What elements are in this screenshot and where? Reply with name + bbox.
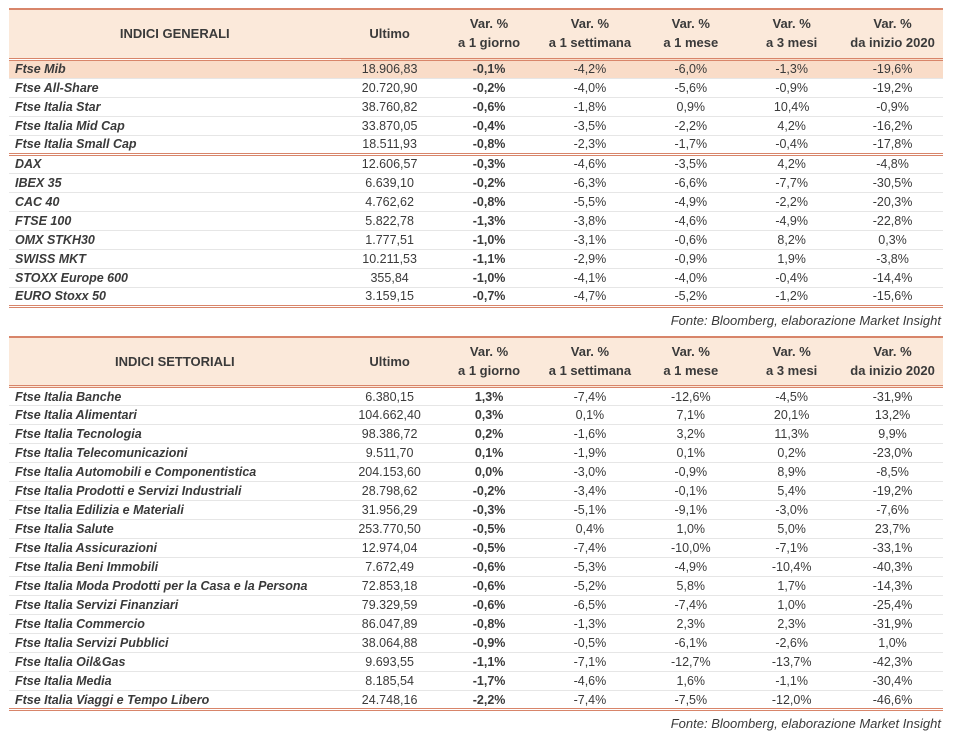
var-value: -2,3% bbox=[540, 135, 641, 154]
ultimo-value: 24.748,16 bbox=[341, 691, 439, 710]
index-name: Ftse Italia Telecomunicazioni bbox=[9, 444, 341, 463]
var-value: 4,2% bbox=[741, 116, 842, 135]
var-value: -2,2% bbox=[439, 691, 540, 710]
ultimo-value: 38.760,82 bbox=[341, 97, 439, 116]
table-row bbox=[9, 230, 943, 249]
var-value: -7,1% bbox=[540, 653, 641, 672]
var-value: 1,0% bbox=[640, 520, 741, 539]
var-value: 11,3% bbox=[741, 425, 842, 444]
table-row bbox=[9, 192, 943, 211]
table-row bbox=[9, 287, 943, 306]
var-value: -3,8% bbox=[540, 211, 641, 230]
var-value: -0,3% bbox=[439, 501, 540, 520]
var-value: 9,9% bbox=[842, 425, 943, 444]
var-value: -2,2% bbox=[741, 192, 842, 211]
var-value: -0,9% bbox=[640, 249, 741, 268]
var-value: -4,2% bbox=[540, 59, 641, 78]
var-value: -33,1% bbox=[842, 539, 943, 558]
var-value: -4,5% bbox=[741, 387, 842, 406]
var-value: 2,3% bbox=[640, 615, 741, 634]
col-header-var-month bbox=[640, 9, 741, 59]
var-value: -16,2% bbox=[842, 116, 943, 135]
ultimo-value: 12.974,04 bbox=[341, 539, 439, 558]
var-value: -7,1% bbox=[741, 539, 842, 558]
var-value: 0,1% bbox=[640, 444, 741, 463]
var-value: 10,4% bbox=[741, 97, 842, 116]
table-row bbox=[9, 268, 943, 287]
var-value: -9,1% bbox=[640, 501, 741, 520]
var-value: -20,3% bbox=[842, 192, 943, 211]
index-name: Ftse Italia Assicurazioni bbox=[9, 539, 341, 558]
var-label: Var. % bbox=[873, 343, 912, 359]
ultimo-value: 10.211,53 bbox=[341, 249, 439, 268]
col-header-var-week bbox=[540, 337, 641, 387]
col-header-var-3months bbox=[741, 337, 842, 387]
var-value: -2,2% bbox=[640, 116, 741, 135]
var-value: -5,6% bbox=[640, 78, 741, 97]
var-value: -3,5% bbox=[540, 116, 641, 135]
table-row bbox=[9, 425, 943, 444]
ultimo-value: 18.906,83 bbox=[341, 59, 439, 78]
index-name: DAX bbox=[9, 154, 341, 173]
table-row bbox=[9, 672, 943, 691]
var-value: 0,2% bbox=[741, 444, 842, 463]
var-value: 0,2% bbox=[439, 425, 540, 444]
indici-settoriali-table bbox=[9, 336, 943, 712]
table-row bbox=[9, 520, 943, 539]
var-period: da inizio 2020 bbox=[850, 34, 935, 50]
index-name: Ftse Italia Media bbox=[9, 672, 341, 691]
table-header-row bbox=[9, 337, 943, 387]
var-value: -25,4% bbox=[842, 596, 943, 615]
var-value: 5,0% bbox=[741, 520, 842, 539]
var-value: 1,0% bbox=[842, 634, 943, 653]
var-value: -1,3% bbox=[741, 59, 842, 78]
var-value: -0,8% bbox=[439, 615, 540, 634]
var-value: -6,6% bbox=[640, 173, 741, 192]
var-value: -14,3% bbox=[842, 577, 943, 596]
index-name: Ftse Italia Mid Cap bbox=[9, 116, 341, 135]
index-name: Ftse Italia Prodotti e Servizi Industriali bbox=[9, 482, 341, 501]
var-value: -5,1% bbox=[540, 501, 641, 520]
ultimo-value: 104.662,40 bbox=[341, 406, 439, 425]
index-name: OMX STKH30 bbox=[9, 230, 341, 249]
index-name: Ftse Italia Salute bbox=[9, 520, 341, 539]
ultimo-value: 72.853,18 bbox=[341, 577, 439, 596]
col-header-var-ytd bbox=[842, 9, 943, 59]
table-row bbox=[9, 406, 943, 425]
table-row bbox=[9, 615, 943, 634]
var-value: 0,3% bbox=[439, 406, 540, 425]
var-value: -4,6% bbox=[540, 672, 641, 691]
ultimo-value: 18.511,93 bbox=[341, 135, 439, 154]
ultimo-value: 3.159,15 bbox=[341, 287, 439, 306]
var-value: -1,3% bbox=[540, 615, 641, 634]
index-name: Ftse Italia Servizi Pubblici bbox=[9, 634, 341, 653]
var-period: a 1 giorno bbox=[458, 34, 521, 50]
var-value: -0,8% bbox=[439, 135, 540, 154]
var-value: -0,4% bbox=[439, 116, 540, 135]
var-value: -4,0% bbox=[540, 78, 641, 97]
var-period: a 3 mesi bbox=[765, 362, 818, 378]
var-period: da inizio 2020 bbox=[850, 362, 935, 378]
table-row bbox=[9, 249, 943, 268]
var-value: 0,1% bbox=[540, 406, 641, 425]
ultimo-value: 33.870,05 bbox=[341, 116, 439, 135]
var-value: -0,3% bbox=[439, 154, 540, 173]
var-value: -31,9% bbox=[842, 615, 943, 634]
var-value: -6,5% bbox=[540, 596, 641, 615]
table-row bbox=[9, 691, 943, 710]
table-row bbox=[9, 558, 943, 577]
var-label: Var. % bbox=[570, 16, 610, 31]
ultimo-value: 8.185,54 bbox=[341, 672, 439, 691]
var-value: -1,1% bbox=[439, 653, 540, 672]
table-row bbox=[9, 116, 943, 135]
var-value: -1,6% bbox=[540, 425, 641, 444]
var-period: a 1 settimana bbox=[548, 362, 632, 378]
var-value: -7,4% bbox=[640, 596, 741, 615]
var-value: 0,1% bbox=[439, 444, 540, 463]
var-value: -1,2% bbox=[741, 287, 842, 306]
var-value: 8,9% bbox=[741, 463, 842, 482]
var-value: -5,5% bbox=[540, 192, 641, 211]
var-value: -19,2% bbox=[842, 482, 943, 501]
col-header-var-3months bbox=[741, 9, 842, 59]
index-name: Ftse Mib bbox=[9, 59, 341, 78]
var-value: -1,9% bbox=[540, 444, 641, 463]
var-value: -0,9% bbox=[640, 463, 741, 482]
var-label: Var. % bbox=[469, 343, 509, 359]
var-value: -14,4% bbox=[842, 268, 943, 287]
var-value: -4,8% bbox=[842, 154, 943, 173]
var-value: -0,2% bbox=[439, 173, 540, 192]
indici-generali-table bbox=[9, 8, 943, 308]
var-value: -3,8% bbox=[842, 249, 943, 268]
var-value: -0,4% bbox=[741, 135, 842, 154]
var-value: -5,2% bbox=[640, 287, 741, 306]
var-value: 20,1% bbox=[741, 406, 842, 425]
var-value: 23,7% bbox=[842, 520, 943, 539]
var-value: -3,4% bbox=[540, 482, 641, 501]
var-value: -12,6% bbox=[640, 387, 741, 406]
index-name: Ftse All-Share bbox=[9, 78, 341, 97]
table-title: INDICI SETTORIALI bbox=[9, 337, 341, 387]
var-value: -0,1% bbox=[439, 59, 540, 78]
var-value: -3,0% bbox=[540, 463, 641, 482]
ultimo-value: 31.956,29 bbox=[341, 501, 439, 520]
var-value: -19,2% bbox=[842, 78, 943, 97]
table-row bbox=[9, 97, 943, 116]
var-value: -0,9% bbox=[842, 97, 943, 116]
table-row bbox=[9, 444, 943, 463]
index-name: Ftse Italia Edilizia e Materiali bbox=[9, 501, 341, 520]
table-row bbox=[9, 634, 943, 653]
table-row bbox=[9, 577, 943, 596]
col-header-var-day bbox=[439, 9, 540, 59]
index-name: Ftse Italia Commercio bbox=[9, 615, 341, 634]
table-row bbox=[9, 387, 943, 406]
index-name: Ftse Italia Servizi Finanziari bbox=[9, 596, 341, 615]
index-name: Ftse Italia Alimentari bbox=[9, 406, 341, 425]
var-value: -4,1% bbox=[540, 268, 641, 287]
var-value: 4,2% bbox=[741, 154, 842, 173]
var-value: -1,8% bbox=[540, 97, 641, 116]
var-value: -0,4% bbox=[741, 268, 842, 287]
index-name: Ftse Italia Small Cap bbox=[9, 135, 341, 154]
var-value: -4,9% bbox=[640, 192, 741, 211]
var-label: Var. % bbox=[671, 16, 710, 31]
var-label: Var. % bbox=[772, 16, 811, 31]
var-value: -8,5% bbox=[842, 463, 943, 482]
table-header-row bbox=[9, 9, 943, 59]
var-value: 1,9% bbox=[741, 249, 842, 268]
var-value: 0,0% bbox=[439, 463, 540, 482]
var-value: -5,3% bbox=[540, 558, 641, 577]
var-value: -0,6% bbox=[439, 97, 540, 116]
table-row bbox=[9, 78, 943, 97]
index-name: Ftse Italia Beni Immobili bbox=[9, 558, 341, 577]
var-value: -0,2% bbox=[439, 78, 540, 97]
index-name: Ftse Italia Oil&Gas bbox=[9, 653, 341, 672]
col-header-ultimo: Ultimo bbox=[341, 9, 439, 59]
var-value: -7,4% bbox=[540, 539, 641, 558]
col-header-var-week bbox=[540, 9, 641, 59]
index-name: Ftse Italia Banche bbox=[9, 387, 341, 406]
var-label: Var. % bbox=[570, 343, 610, 359]
index-name: Ftse Italia Star bbox=[9, 97, 341, 116]
ultimo-value: 7.672,49 bbox=[341, 558, 439, 577]
var-value: 2,3% bbox=[741, 615, 842, 634]
var-value: 7,1% bbox=[640, 406, 741, 425]
var-value: -0,5% bbox=[439, 539, 540, 558]
ultimo-value: 38.064,88 bbox=[341, 634, 439, 653]
var-value: 1,0% bbox=[741, 596, 842, 615]
var-value: -0,1% bbox=[640, 482, 741, 501]
ultimo-value: 5.822,78 bbox=[341, 211, 439, 230]
var-value: -15,6% bbox=[842, 287, 943, 306]
var-value: -3,1% bbox=[540, 230, 641, 249]
var-value: -0,6% bbox=[439, 558, 540, 577]
ultimo-value: 86.047,89 bbox=[341, 615, 439, 634]
col-header-var-month bbox=[640, 337, 741, 387]
var-value: -7,4% bbox=[540, 387, 641, 406]
var-value: -6,1% bbox=[640, 634, 741, 653]
ultimo-value: 79.329,59 bbox=[341, 596, 439, 615]
var-value: -3,0% bbox=[741, 501, 842, 520]
table-row bbox=[9, 135, 943, 154]
col-header-ultimo: Ultimo bbox=[341, 337, 439, 387]
var-label: Var. % bbox=[671, 343, 710, 359]
var-value: -0,6% bbox=[640, 230, 741, 249]
ultimo-value: 28.798,62 bbox=[341, 482, 439, 501]
var-value: -4,6% bbox=[540, 154, 641, 173]
var-label: Var. % bbox=[469, 16, 509, 31]
var-value: -5,2% bbox=[540, 577, 641, 596]
var-value: -0,6% bbox=[439, 577, 540, 596]
var-value: -1,3% bbox=[439, 211, 540, 230]
var-period: a 1 mese bbox=[663, 34, 719, 50]
var-period: a 3 mesi bbox=[765, 34, 818, 50]
var-value: 0,9% bbox=[640, 97, 741, 116]
table-row bbox=[9, 596, 943, 615]
var-value: 1,3% bbox=[439, 387, 540, 406]
var-value: 1,6% bbox=[640, 672, 741, 691]
var-value: 13,2% bbox=[842, 406, 943, 425]
var-value: -0,9% bbox=[741, 78, 842, 97]
var-value: -6,3% bbox=[540, 173, 641, 192]
var-value: -10,0% bbox=[640, 539, 741, 558]
table-row bbox=[9, 463, 943, 482]
table-row bbox=[9, 482, 943, 501]
var-value: -0,8% bbox=[439, 192, 540, 211]
var-value: -4,9% bbox=[741, 211, 842, 230]
var-value: -1,1% bbox=[439, 249, 540, 268]
index-name: STOXX Europe 600 bbox=[9, 268, 341, 287]
table-row bbox=[9, 154, 943, 173]
ultimo-value: 1.777,51 bbox=[341, 230, 439, 249]
var-value: -0,5% bbox=[439, 520, 540, 539]
indici-generali-section bbox=[9, 8, 943, 336]
var-value: -4,7% bbox=[540, 287, 641, 306]
var-value: 0,4% bbox=[540, 520, 641, 539]
var-value: -1,1% bbox=[741, 672, 842, 691]
var-label: Var. % bbox=[772, 343, 811, 359]
var-value: -23,0% bbox=[842, 444, 943, 463]
var-value: -4,6% bbox=[640, 211, 741, 230]
ultimo-value: 204.153,60 bbox=[341, 463, 439, 482]
var-value: -7,7% bbox=[741, 173, 842, 192]
table-row bbox=[9, 211, 943, 230]
var-value: -6,0% bbox=[640, 59, 741, 78]
var-period: a 1 settimana bbox=[548, 34, 632, 50]
ultimo-value: 9.511,70 bbox=[341, 444, 439, 463]
var-value: -1,0% bbox=[439, 268, 540, 287]
index-name: FTSE 100 bbox=[9, 211, 341, 230]
ultimo-value: 4.762,62 bbox=[341, 192, 439, 211]
indici-settoriali-body bbox=[9, 387, 943, 710]
var-value: 0,3% bbox=[842, 230, 943, 249]
source-caption: Fonte: Bloomberg, elaborazione Market Insight bbox=[670, 716, 941, 732]
index-name: IBEX 35 bbox=[9, 173, 341, 192]
table-row bbox=[9, 501, 943, 520]
table-row bbox=[9, 173, 943, 192]
ultimo-value: 355,84 bbox=[341, 268, 439, 287]
table-row bbox=[9, 539, 943, 558]
table-row bbox=[9, 59, 943, 78]
indici-generali-body bbox=[9, 59, 943, 306]
var-value: -0,2% bbox=[439, 482, 540, 501]
ultimo-value: 253.770,50 bbox=[341, 520, 439, 539]
ultimo-value: 9.693,55 bbox=[341, 653, 439, 672]
var-value: 3,2% bbox=[640, 425, 741, 444]
var-value: -10,4% bbox=[741, 558, 842, 577]
col-header-var-day bbox=[439, 337, 540, 387]
table-row bbox=[9, 653, 943, 672]
ultimo-value: 20.720,90 bbox=[341, 78, 439, 97]
var-value: -1,0% bbox=[439, 230, 540, 249]
var-value: -17,8% bbox=[842, 135, 943, 154]
var-value: -0,6% bbox=[439, 596, 540, 615]
index-name: Ftse Italia Tecnologia bbox=[9, 425, 341, 444]
var-label: Var. % bbox=[873, 16, 912, 31]
col-header-var-ytd bbox=[842, 337, 943, 387]
index-name: SWISS MKT bbox=[9, 249, 341, 268]
var-value: -12,7% bbox=[640, 653, 741, 672]
var-period: a 1 mese bbox=[663, 362, 719, 378]
var-value: -42,3% bbox=[842, 653, 943, 672]
index-name: CAC 40 bbox=[9, 192, 341, 211]
var-value: -40,3% bbox=[842, 558, 943, 577]
ultimo-value: 12.606,57 bbox=[341, 154, 439, 173]
var-value: -12,0% bbox=[741, 691, 842, 710]
var-value: -4,0% bbox=[640, 268, 741, 287]
index-name: EURO Stoxx 50 bbox=[9, 287, 341, 306]
var-value: -4,9% bbox=[640, 558, 741, 577]
var-value: 8,2% bbox=[741, 230, 842, 249]
var-value: -3,5% bbox=[640, 154, 741, 173]
source-caption: Fonte: Bloomberg, elaborazione Market Insight bbox=[670, 312, 941, 328]
var-value: -0,9% bbox=[439, 634, 540, 653]
var-value: 1,7% bbox=[741, 577, 842, 596]
index-name: Ftse Italia Viaggi e Tempo Libero bbox=[9, 691, 341, 710]
var-value: -19,6% bbox=[842, 59, 943, 78]
var-value: -7,5% bbox=[640, 691, 741, 710]
ultimo-value: 98.386,72 bbox=[341, 425, 439, 444]
index-name: Ftse Italia Automobili e Componentistica bbox=[9, 463, 341, 482]
var-value: -0,7% bbox=[439, 287, 540, 306]
var-value: -0,5% bbox=[540, 634, 641, 653]
ultimo-value: 6.639,10 bbox=[341, 173, 439, 192]
var-value: -13,7% bbox=[741, 653, 842, 672]
var-value: 5,8% bbox=[640, 577, 741, 596]
index-name: Ftse Italia Moda Prodotti per la Casa e la Persona bbox=[9, 577, 341, 596]
var-value: -1,7% bbox=[439, 672, 540, 691]
var-value: -30,5% bbox=[842, 173, 943, 192]
var-value: -1,7% bbox=[640, 135, 741, 154]
var-value: -2,9% bbox=[540, 249, 641, 268]
var-period: a 1 giorno bbox=[458, 362, 521, 378]
var-value: -22,8% bbox=[842, 211, 943, 230]
var-value: -7,6% bbox=[842, 501, 943, 520]
table-title: INDICI GENERALI bbox=[9, 9, 341, 59]
var-value: -31,9% bbox=[842, 387, 943, 406]
var-value: -30,4% bbox=[842, 672, 943, 691]
var-value: -2,6% bbox=[741, 634, 842, 653]
var-value: -46,6% bbox=[842, 691, 943, 710]
var-value: -7,4% bbox=[540, 691, 641, 710]
var-value: 5,4% bbox=[741, 482, 842, 501]
indici-settoriali-section bbox=[9, 336, 943, 740]
ultimo-value: 6.380,15 bbox=[341, 387, 439, 406]
